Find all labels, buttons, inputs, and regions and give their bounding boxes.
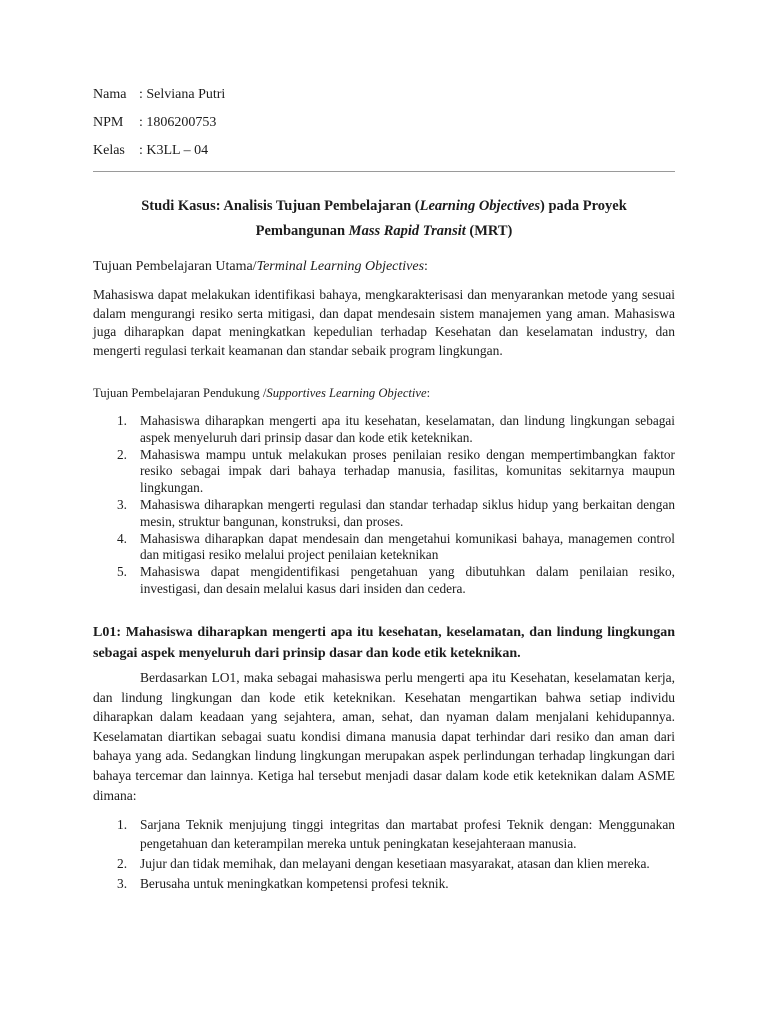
terminal-objectives-text: Mahasiswa dapat melakukan identifikasi bahaya, mengkarakterisasi dan menyarankan metode yang sesuai dalam mengurangi resiko serta mitigasi, dan dapat mendesain sistem manajemen yang aman. Mahasiswa juga diharapkan dapat meningkatkan kepedulian terhadap Kesehatan dan keselamatan industry, dan mengerti regulasi terkait keamanan dan standar sebaik program lingkungan. [93, 287, 675, 358]
list-number: 3. [117, 496, 127, 512]
title-text: (MRT) [465, 223, 513, 239]
list-number: 2. [117, 855, 128, 871]
list-item-text: Mahasiswa diharapkan mengerti apa itu kesehatan, keselamatan, dan lindung lingkungan sebagai aspek menyeluruh dari prinsip dasar dan kode etik keteknikan. [140, 413, 675, 445]
supportive-objectives-list [93, 413, 675, 598]
list-number: 1. [117, 413, 127, 428]
label-italic: Terminal Learning Objectives [256, 259, 425, 274]
label-text: : [426, 386, 431, 400]
list-item [93, 564, 675, 598]
list-item [93, 447, 675, 497]
list-item [93, 855, 675, 874]
name-row [93, 87, 225, 103]
kelas-value: : K3LL – 04 [139, 143, 209, 158]
label-text: Tujuan Pembelajaran Utama/ [93, 259, 257, 274]
title-text: ) pada Proyek [540, 198, 627, 214]
document-title-line-1 [93, 198, 675, 215]
document-title-line-2 [93, 223, 675, 240]
list-number: 3. [117, 875, 128, 891]
list-item [93, 413, 675, 447]
label-text: Tujuan Pembelajaran Pendukung / [93, 386, 267, 400]
asme-code-list [93, 816, 675, 895]
list-item [93, 816, 675, 853]
npm-row [93, 115, 216, 131]
label-text: : [424, 259, 428, 274]
list-item-text: Sarjana Teknik menjujung tinggi integritas dan martabat profesi Teknik dengan: Menggunakan pengetahuan dan keterampilan mereka untuk peningkatan kesejahteraan manusia. [140, 817, 675, 851]
npm-value: : 1806200753 [139, 115, 217, 130]
list-number: 1. [117, 817, 128, 832]
list-item-text: Mahasiswa diharapkan dapat mendesain dan mengetahui komunikasi bahaya, managemen control dan mitigasi resiko melalui project penilaian keteknikan [140, 530, 675, 563]
list-item [93, 497, 675, 531]
list-item [93, 531, 675, 565]
title-italic: Mass Rapid Transit [348, 223, 466, 239]
label-italic: Supportives Learning Objective [266, 386, 427, 400]
lo1-paragraph: Berdasarkan LO1, maka sebagai mahasiswa perlu mengerti apa itu Kesehatan, keselamatan kerja, dan lindung lingkungan dan kode etik keteknikan. Kesehatan mengartikan bahwa setiap individu diharapkan dalam keadaan yang sejahtera, aman, sehat, dan nyaman dalam menjalani kehidupannya. Keselamatan diartikan sebagai suatu kondisi dimana manusia dapat terhindar dari resiko dan aman dari bahaya yang ada. Sedangkan lindung lingkungan merupakan aspek perlindungan terhadap lingkungan dari bahaya tercemar dan lainnya. Ketiga hal tersebut menjadi dasar dalam kode etik keteknikan dalam ASME dimana: [93, 670, 675, 803]
list-item-text: Berusaha untuk meningkatkan kompetensi profesi teknik. [140, 875, 449, 891]
list-number: 5. [117, 564, 127, 580]
kelas-label: Kelas [93, 143, 125, 158]
supportive-objectives-label [93, 386, 675, 401]
terminal-objectives-label [93, 259, 675, 275]
list-item-text: Jujur dan tidak memihak, dan melayani dengan kesetiaan masyarakat, atasan dan klien mereka. [140, 855, 650, 871]
kelas-row [93, 143, 208, 159]
title-text: Pembangunan [255, 223, 349, 239]
name-value: : Selviana Putri [139, 87, 226, 102]
lo1-heading: L01: Mahasiswa diharapkan mengerti apa itu kesehatan, keselamatan, dan lindung lingkungan sebagai aspek menyeluruh dari prinsip dasar dan kode etik keteknikan. [93, 625, 675, 661]
list-number: 2. [117, 446, 127, 462]
list-item-text: Mahasiswa dapat mengidentifikasi pengetahuan yang dibutuhkan dalam penilaian resiko, investigasi, dan desain melalui kasus dari insiden dan cedera. [140, 564, 675, 596]
name-label: Nama [93, 87, 127, 102]
list-item-text: Mahasiswa diharapkan mengerti regulasi dan standar terhadap siklus hidup yang berkaitan dengan mesin, struktur bangunan, konstruksi, dan proses. [140, 496, 675, 529]
list-item [93, 875, 675, 894]
header-divider [93, 171, 675, 172]
list-item-text: Mahasiswa mampu untuk melakukan proses penilaian resiko dengan mempertimbangkan faktor resiko sebagai impak dari bahaya terhadap manusia, fasilitas, komunitas sekitarnya maupun lingkungan. [140, 446, 675, 496]
list-number: 4. [117, 530, 127, 546]
title-text: Studi Kasus: Analisis Tujuan Pembelajaran ( [141, 198, 420, 214]
npm-label: NPM [93, 115, 124, 130]
title-italic: Learning Objectives [419, 198, 541, 214]
